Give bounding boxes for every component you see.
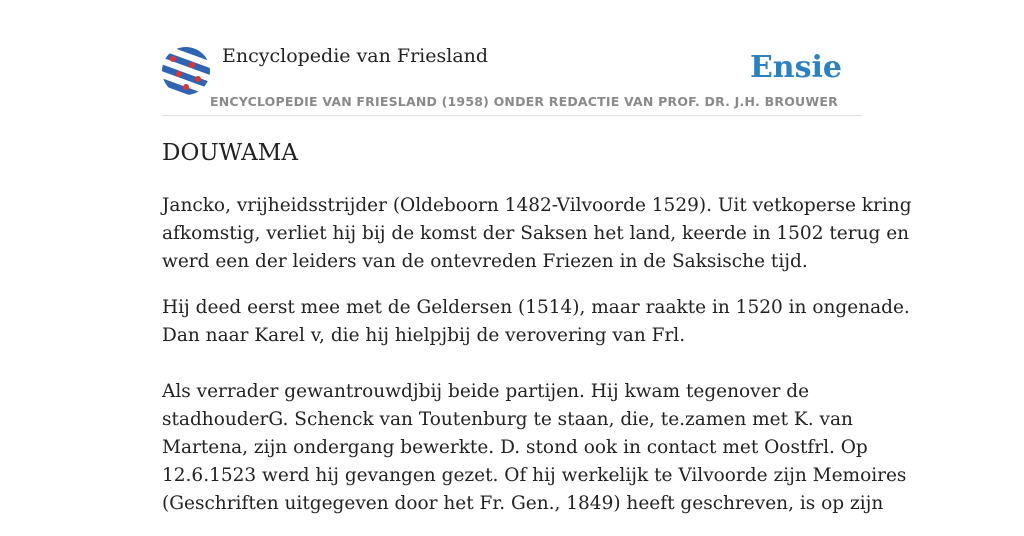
paragraph-gap: [162, 350, 862, 378]
paragraph-2: [162, 294, 910, 518]
text-line: werd een der leiders van de ontevreden Friezen in de Saksische tijd.: [162, 251, 808, 272]
brand-logo-text[interactable]: Ensie: [749, 50, 842, 85]
text-line: Als verrader gewantrouwdjbij beide partijen. Hij kwam tegenover de: [162, 381, 810, 402]
text-line: 12.6.1523 werd hij gevangen gezet. Of hij werkelijk te Vilvoorde zijn Memoires: [162, 465, 907, 486]
text-line: Dan naar Karel v, die hij hielpjbij de verovering van Frl.: [162, 325, 686, 346]
frisian-flag-icon[interactable]: [162, 47, 210, 95]
header-divider: [162, 115, 862, 116]
text-line: afkomstig, verliet hij bij de komst der Saksen het land, keerde in 1502 terug en: [162, 223, 910, 244]
text-line: Martena, zijn ondergang bewerkte. D. stond ook in contact met Oostfrl. Op: [162, 437, 868, 458]
text-line: Jancko, vrijheidsstrijder (Oldeboorn 1482-Vilvoorde 1529). Uit vetkoperse kring: [162, 195, 912, 216]
article-body: [162, 192, 912, 536]
paragraph-1: [162, 192, 912, 276]
article-title: DOUWAMA: [162, 140, 298, 166]
text-line: Hij deed eerst mee met de Geldersen (1514), maar raakte in 1520 in ongenade.: [162, 297, 910, 318]
site-title[interactable]: Encyclopedie van Friesland: [222, 45, 489, 67]
text-line: (Geschriften uitgegeven door het Fr. Gen., 1849) heeft geschreven, is op zijn: [162, 493, 884, 514]
site-subtitle: ENCYCLOPEDIE VAN FRIESLAND (1958) ONDER REDACTIE VAN PROF. DR. J.H. BROUWER: [210, 94, 838, 109]
text-line: stadhouderG. Schenck van Toutenburg te staan, die, te.zamen met K. van: [162, 409, 853, 430]
